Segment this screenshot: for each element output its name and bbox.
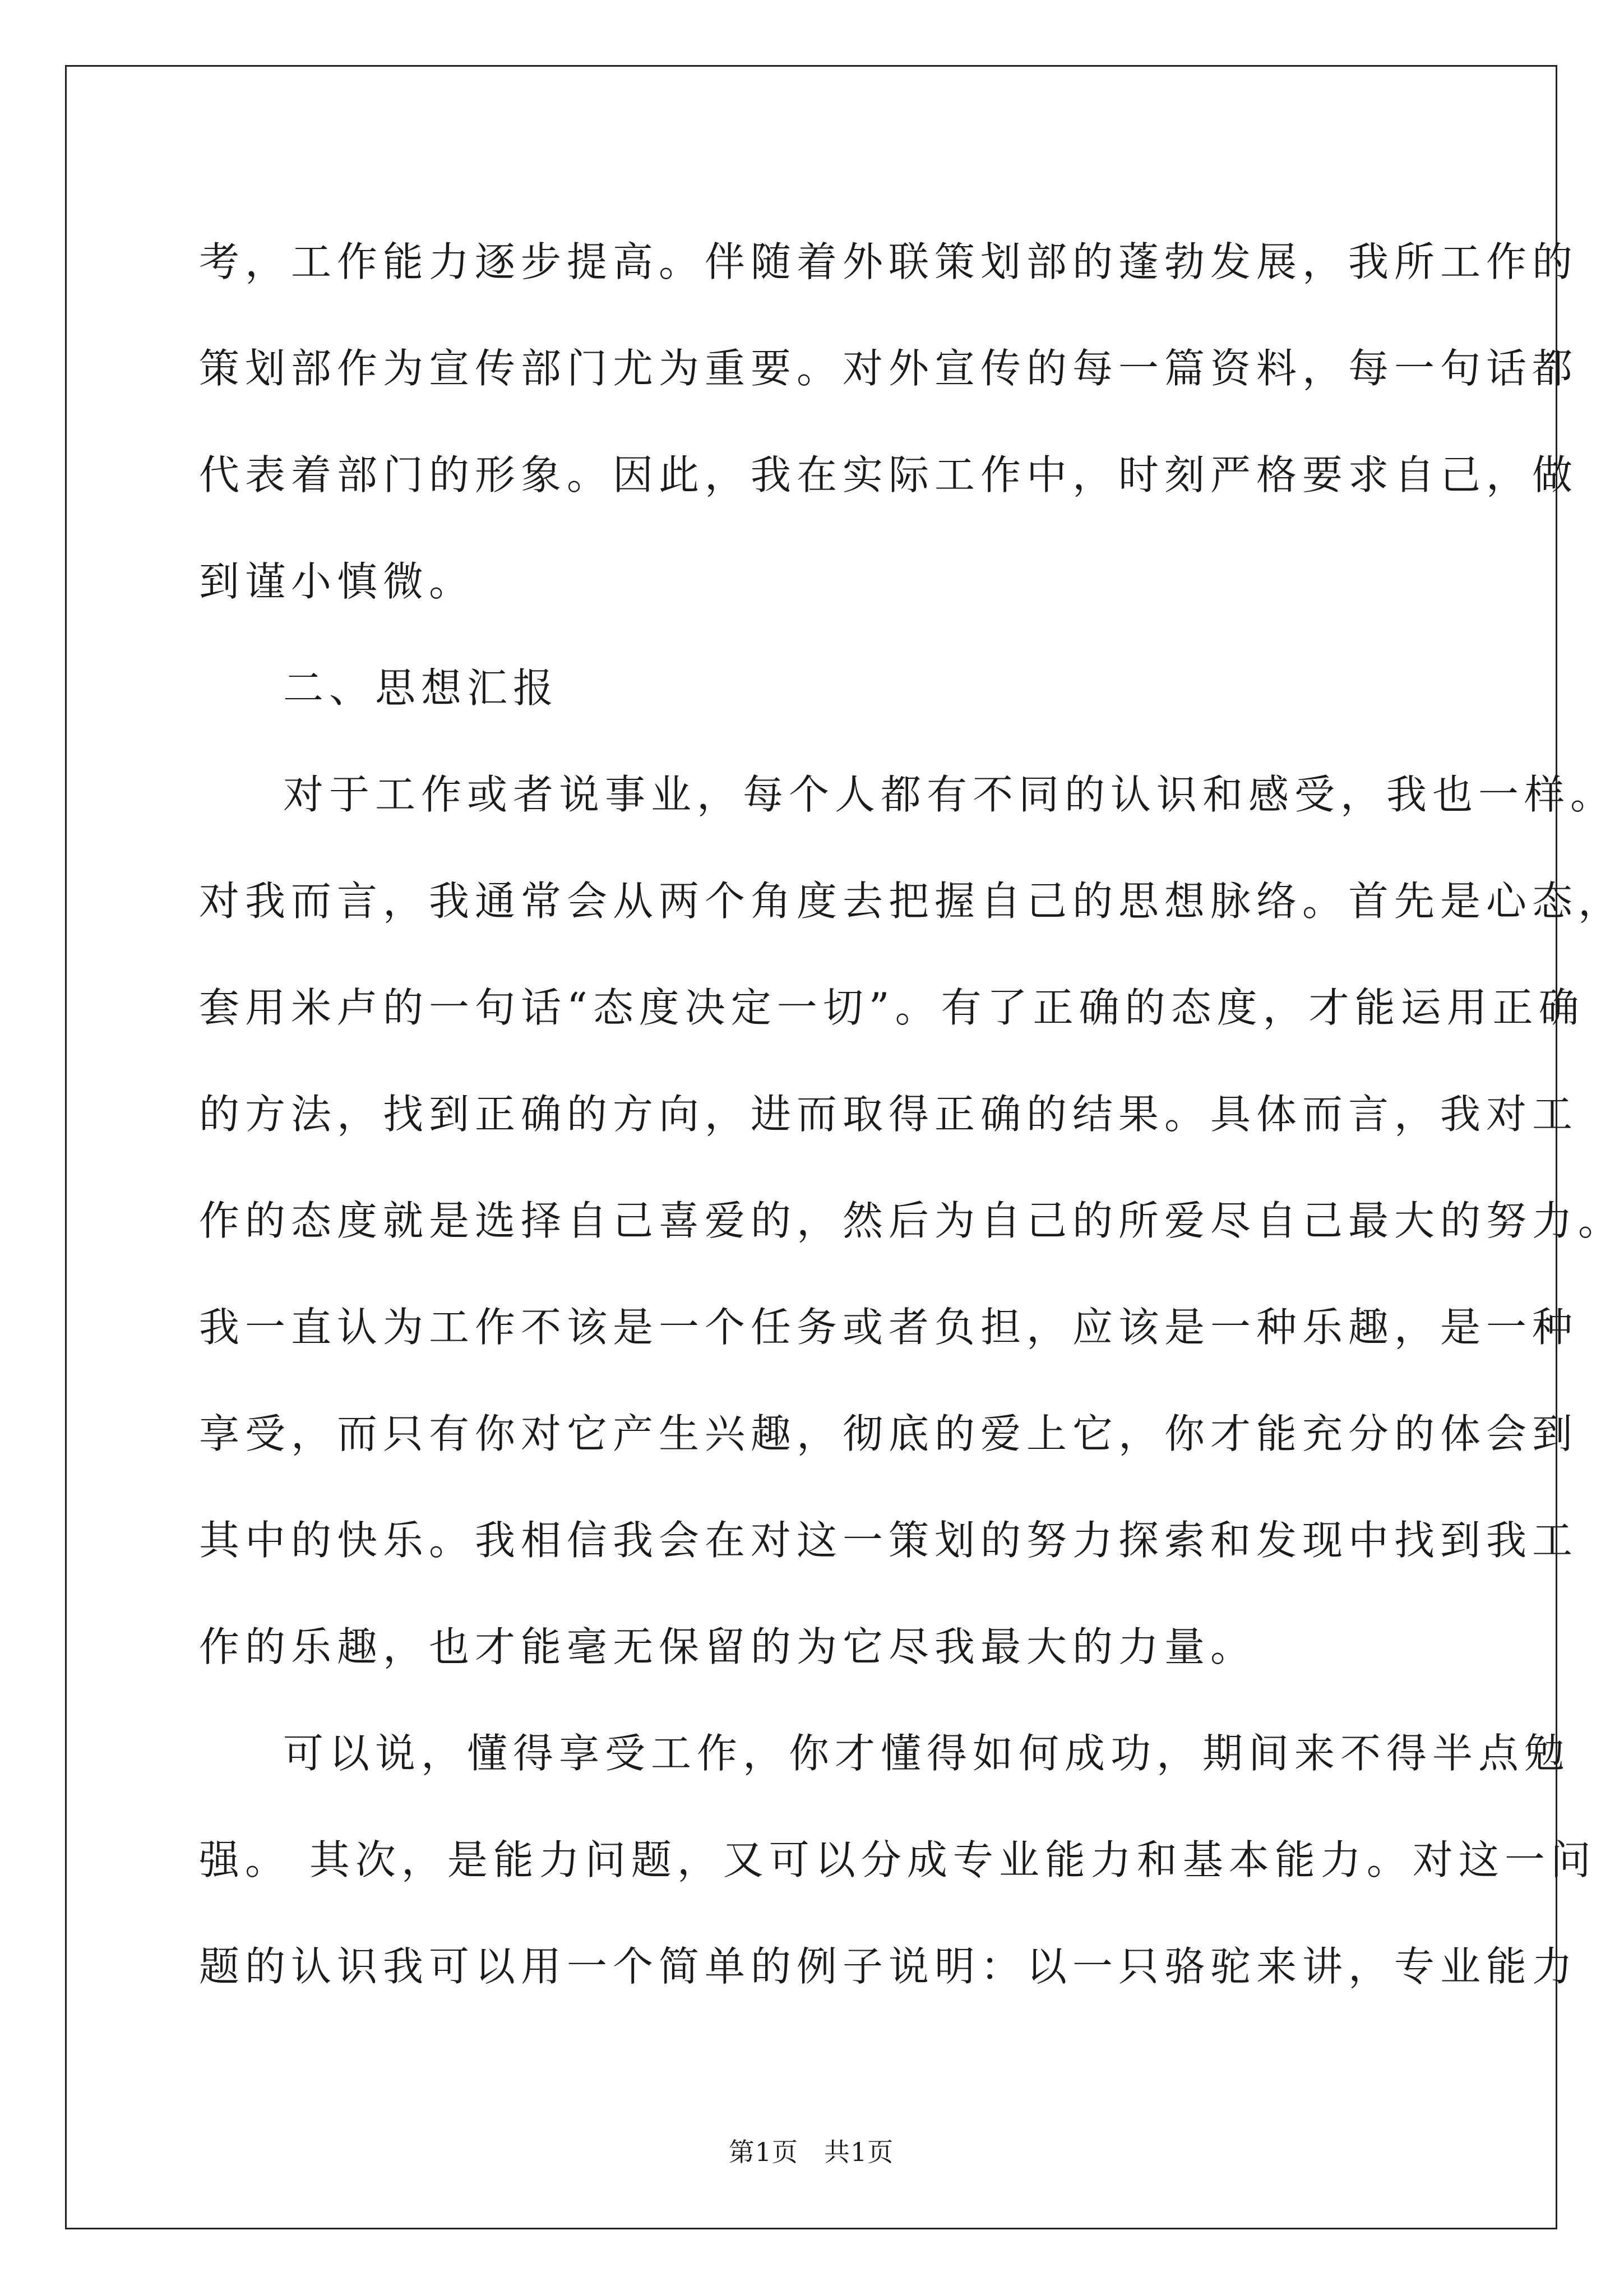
text-line: 对于工作或者说事业，每个人都有不同的认识和感受，我也一样。 [283, 771, 1617, 818]
text-line: 对我而言，我通常会从两个角度去把握自己的思想脉络。首先是心态， [199, 878, 1624, 925]
text-line: 我一直认为工作不该是一个任务或者负担，应该是一种乐趣，是一种 [199, 1304, 1579, 1351]
text-line: 作的乐趣，也才能毫无保留的为它尽我最大的力量。 [199, 1623, 1257, 1670]
text-line: 可以说，懂得享受工作，你才懂得如何成功，期间来不得半点勉 [283, 1730, 1571, 1777]
text-line: 代表着部门的形象。因此，我在实际工作中，时刻严格要求自己，做 [199, 451, 1579, 498]
text-line: 的方法，找到正确的方向，进而取得正确的结果。具体而言，我对工 [199, 1091, 1579, 1138]
text-line: 到谨小慎微。 [199, 558, 475, 605]
page-total: 共1页 [824, 2137, 894, 2167]
page-number: 第1页 [728, 2137, 798, 2167]
text-line: 其中的快乐。我相信我会在对这一策划的努力探索和发现中找到我工 [199, 1517, 1579, 1564]
text-line: 套用米卢的一句话“态度决定一切”。有了正确的态度，才能运用正确 [199, 984, 1585, 1031]
text-line: 题的认识我可以用一个简单的例子说明：以一只骆驼来讲，专业能力 [199, 1943, 1579, 1990]
text-line: 作的态度就是选择自己喜爱的，然后为自己的所爱尽自己最大的努力。 [199, 1197, 1624, 1244]
text-line: 策划部作为宣传部门尤为重要。对外宣传的每一篇资料，每一句话都 [199, 345, 1579, 392]
text-line: 强。 其次，是能力问题，又可以分成专业能力和基本能力。对这一问 [199, 1836, 1597, 1883]
text-line: 享受，而只有你对它产生兴趣，彻底的爱上它，你才能充分的体会到 [199, 1410, 1579, 1457]
section-heading: 二、思想汇报 [283, 664, 559, 712]
page-footer [0, 2135, 1622, 2169]
document-body [199, 209, 1624, 2020]
text-line: 考，工作能力逐步提高。伴随着外联策划部的蓬勃发展，我所工作的 [199, 238, 1579, 285]
